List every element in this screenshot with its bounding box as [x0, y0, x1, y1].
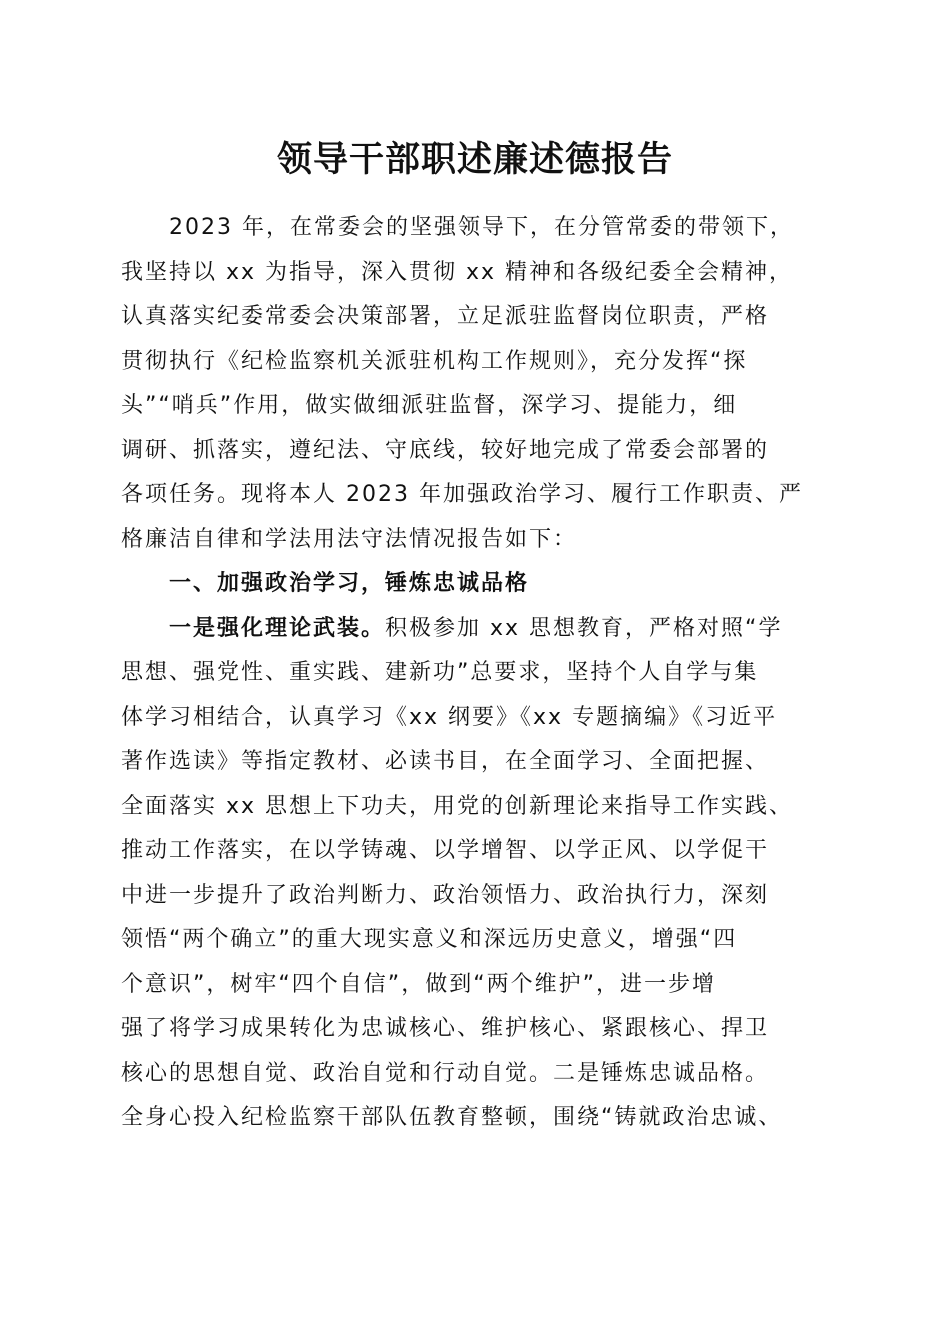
paragraph-line: 推动工作落实，在以学铸魂、以学增智、以学正风、以学促干	[121, 838, 770, 863]
paragraph-line: 体学习相结合，认真学习《xx 纲要》《xx 专题摘编》《习近平	[121, 704, 778, 730]
document-body	[121, 206, 831, 1141]
paragraph-line: 头”“哨兵”作用，做实做细派驻监督，深学习、提能力，细	[121, 393, 738, 418]
paragraph-line: 强了将学习成果转化为忠诚核心、维护核心、紧跟核心、捍卫	[121, 1016, 770, 1041]
paragraph-line: 全身心投入纪检监察干部队伍教育整顿，围绕“铸就政治忠诚、	[121, 1105, 783, 1130]
section-heading: 一、加强政治学习，锤炼忠诚品格	[169, 571, 530, 596]
document-title: 领导干部职述廉述德报告	[276, 139, 673, 180]
paragraph-line: 核心的思想自觉、政治自觉和行动自觉。二是锤炼忠诚品格。	[121, 1060, 770, 1086]
paragraph-line: 各项任务。现将本人 2023 年加强政治学习、履行工作职责、严	[121, 482, 803, 507]
paragraph-line: 领悟“两个确立”的重大现实意义和深远历史意义，增强“四	[121, 927, 738, 952]
paragraph-line: 思想、强党性、重实践、建新功”总要求，坚持个人自学与集	[121, 660, 759, 685]
paragraph-line	[121, 607, 831, 652]
paragraph-line: 中进一步提升了政治判断力、政治领悟力、政治执行力，深刻	[121, 882, 770, 908]
paragraph-line: 认真落实纪委常委会决策部署，立足派驻监督岗位职责，严格	[121, 304, 770, 329]
paragraph-line: 著作选读》等指定教材、必读书目，在全面学习、全面把握、	[121, 749, 770, 774]
paragraph-line: 个意识”，树牢“四个自信”，做到“两个维护”，进一步增	[121, 971, 716, 997]
paragraph-line: 贯彻执行《纪检监察机关派驻机构工作规则》，充分发挥“探	[121, 348, 748, 374]
paragraph-line-rest: 积极参加 xx 思想教育，严格对照“学	[385, 615, 783, 641]
paragraph-line: 调研、抓落实，遵纪法、守底线，较好地完成了常委会部署的	[121, 437, 770, 463]
paragraph-line: 格廉洁自律和学法用法守法情况报告如下：	[121, 526, 578, 552]
paragraph-line: 2023 年，在常委会的坚强领导下，在分管常委的带领下，	[169, 215, 794, 240]
paragraph-lead: 一是强化理论武装。	[169, 615, 386, 641]
paragraph-line: 我坚持以 xx 为指导，深入贯彻 xx 精神和各级纪委全会精神，	[121, 259, 794, 285]
paragraph-line: 全面落实 xx 思想上下功夫，用党的创新理论来指导工作实践、	[121, 793, 794, 819]
